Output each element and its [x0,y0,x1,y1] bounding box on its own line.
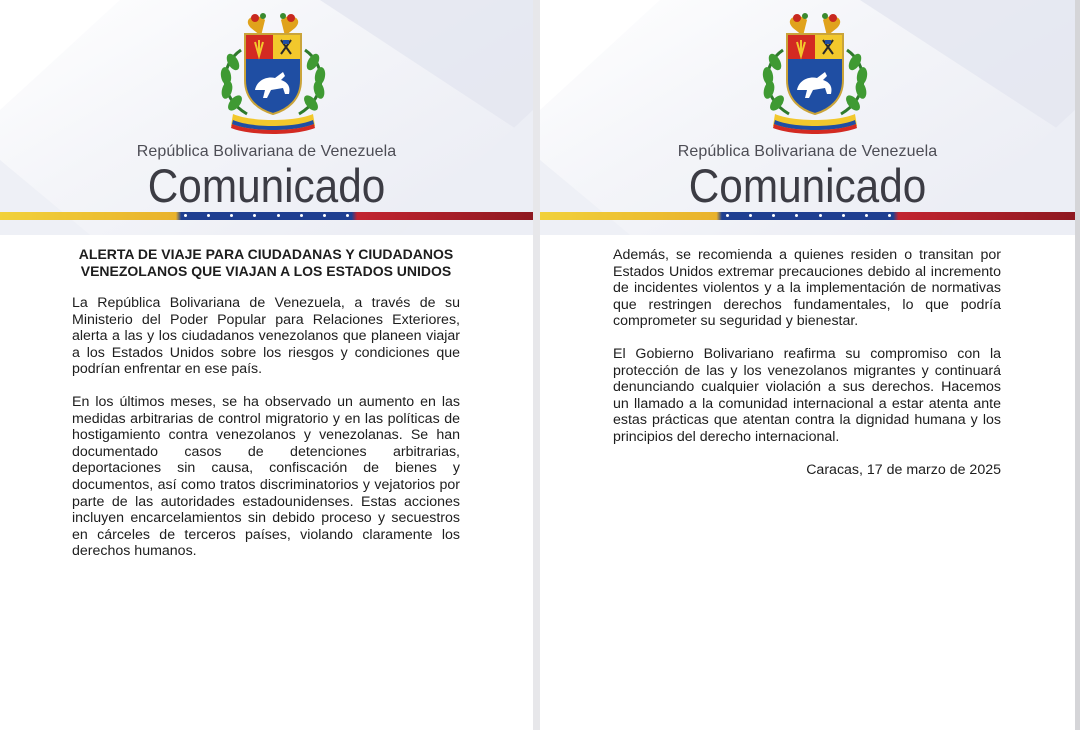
document-body-right [613,247,1001,478]
communique-heading: Comunicado [147,159,386,212]
flag-stars [726,214,891,218]
document-page-1 [0,0,533,730]
signing-date: Caracas, 17 de marzo de 2025 [806,461,1001,478]
paragraph-3: Además, se recomienda a quienes residen o transitan por Estados Unidos extremar precauciones debido al incremento de incidentes violentos y a la implementación de normativas que restringen derechos fundamentales, lo que podría comprometer su seguridad y bienestar. [613,247,1001,330]
document-body-left [72,246,460,576]
republic-name: República Bolivariana de Venezuela [136,143,397,160]
republic-name: República Bolivariana de Venezuela [677,143,938,160]
coat-of-arms-icon [211,10,335,136]
coat-of-arms-icon [753,10,877,136]
document-title: ALERTA DE VIAJE PARA CIUDADANAS Y CIUDADANOS VENEZOLANOS QUE VIAJAN A LOS ESTADOS UNIDOS [78,246,454,279]
scroll-edge [1075,0,1080,730]
communique-heading: Comunicado [688,159,927,212]
letterhead [540,0,1075,235]
page-gutter [533,0,540,730]
flag-stars [184,214,349,218]
paragraph-4: El Gobierno Bolivariano reafirma su compromiso con la protección de las y los venezolanos migrantes y continuará denunciando cualquier violación a sus derechos. Hacemos un llamado a la comunidad internacional a estar atenta ante estas prácticas que atentan contra la dignidad humana y los principios del derecho internacional. [613,345,1001,445]
document-page-2 [540,0,1075,730]
paragraph-1: La República Bolivariana de Venezuela, a través de su Ministerio del Poder Popular para Relaciones Exteriores, alerta a las y los ciudadanos venezolanos que planeen viajar a los Estados Unidos sobre los riesgos y condiciones que podrían enfrentar en ese país. [72,295,460,378]
paragraph-2: En los últimos meses, se ha observado un aumento en las medidas arbitrarias de control migratorio y en las políticas de hostigamiento contra venezolanos y venezolanas. Se han documentado casos de detenciones arbitrarias, deportaciones sin causa, confiscación de bienes y documentos, así como tratos discriminatorios y vejatorios por parte de las autoridades estadounidenses. Estas acciones incluyen encarcelamientos sin debido proceso y secuestros en cárceles de terceros países, violando claramente los derechos humanos. [72,393,460,560]
letterhead [0,0,533,235]
